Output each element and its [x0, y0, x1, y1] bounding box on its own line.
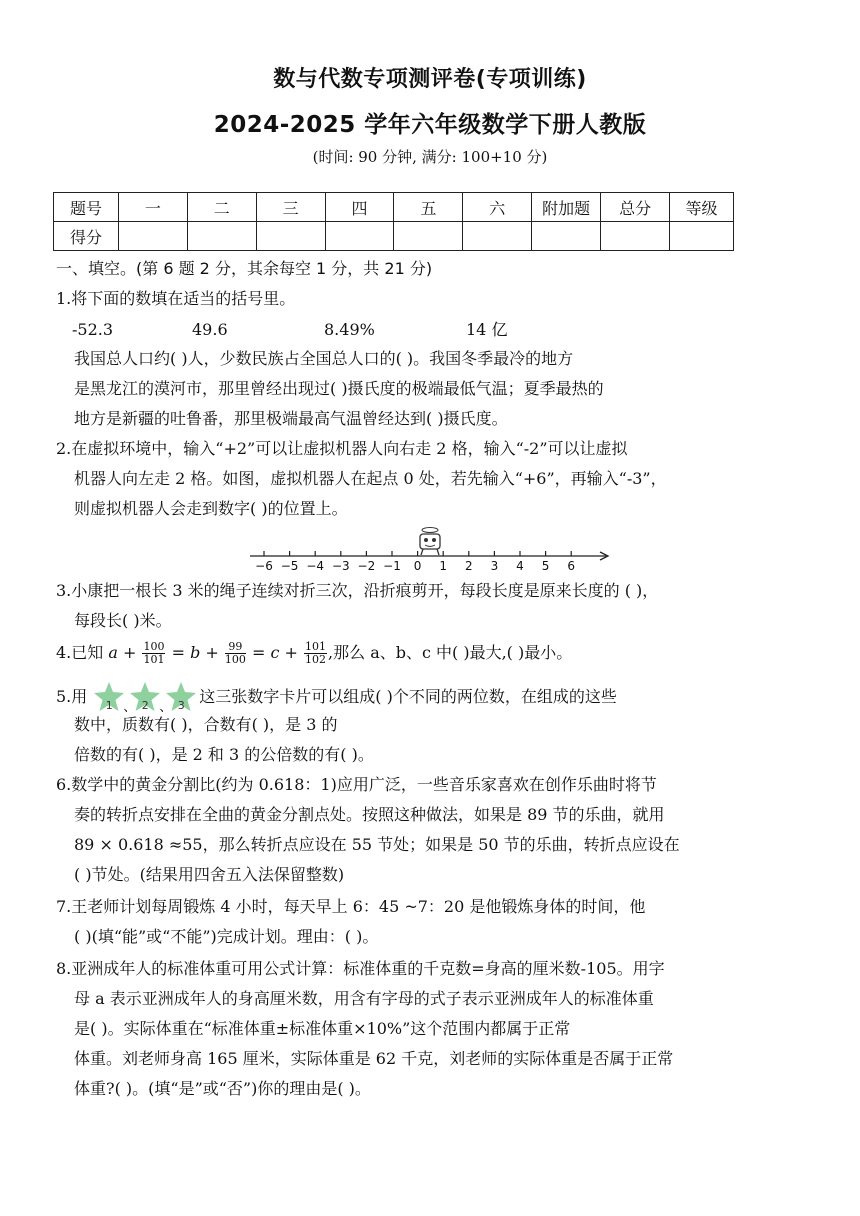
question-2-line: 机器人向左走 2 格。如图，虚拟机器人在起点 0 处，若先输入“+6”，再输入“-3”， [74, 469, 667, 488]
page-title: 数与代数专项测评卷(专项训练) [273, 67, 587, 92]
score-table-cell: 五 [394, 193, 463, 222]
question-8-line: 体重。刘老师身高 165 厘米，实际体重是 62 千克，刘老师的实际体重是否属于正常 [74, 1049, 674, 1068]
score-input-cell[interactable] [187, 222, 256, 251]
score-table-cell: 三 [256, 193, 325, 222]
question-5-text: 这三张数字卡片可以组成( )个不同的两位数，在组成的这些 [199, 687, 617, 706]
score-table-cell: 题号 [54, 193, 119, 222]
score-input-cell[interactable] [256, 222, 325, 251]
number-option: 49.6 [192, 320, 228, 339]
number-cards [87, 681, 199, 715]
equals-sign: = [246, 643, 271, 662]
question-8-line: 8.亚洲成年人的标准体重可用公式计算：标准体重的千克数=身高的厘米数-105。用字 [56, 959, 665, 978]
question-8-line: 母 a 表示亚洲成年人的身高厘米数，用含有字母的式子表示亚洲成年人的标准体重 [74, 989, 654, 1008]
number-line-label: 4 [516, 559, 524, 573]
card-separator: 、 [123, 699, 137, 715]
plus-sign: + [279, 643, 304, 662]
question-2-line: 则虚拟机器人会走到数字( )的位置上。 [74, 499, 348, 518]
fraction: $\frac{101}{102}$ [305, 640, 327, 666]
number-line-label: −3 [331, 559, 350, 573]
score-table-score-row [54, 222, 734, 251]
number-line-label: −5 [280, 559, 299, 573]
score-table-cell: 一 [118, 193, 187, 222]
number-line-label: 1 [439, 559, 448, 573]
score-table-header-row [54, 193, 734, 222]
score-input-cell[interactable] [394, 222, 463, 251]
question-5-prefix: 5.用 [56, 687, 88, 706]
number-option: 8.49% [324, 320, 375, 339]
number-line-label: 6 [567, 559, 576, 573]
score-table-cell: 附加题 [532, 193, 601, 222]
question-8-line: 体重?( )。(填“是”或“否”)你的理由是( )。 [74, 1079, 371, 1098]
number-line-label: 3 [490, 559, 499, 573]
question-2-line: 2.在虚拟环境中，输入“+2”可以让虚拟机器人向右走 2 格，输入“-2”可以让虚拟 [56, 439, 628, 458]
section-heading: 一、填空。(第 6 题 2 分，其余每空 1 分，共 21 分) [56, 259, 433, 278]
score-table-cell: 等级 [670, 193, 734, 222]
var-b: b [190, 643, 201, 662]
score-table-cell: 四 [325, 193, 394, 222]
number-line-label: 0 [413, 559, 422, 573]
question-4-prefix: 4.已知 [56, 643, 109, 662]
question-6-line [74, 834, 834, 856]
question-7-line: 7.王老师计划每周锻炼 4 小时，每天早上 6：45 ~7：20 是他锻炼身体的时间，他 [56, 897, 646, 916]
score-input-cell[interactable] [532, 222, 601, 251]
var-c: c [270, 643, 280, 662]
question-6-line: 6.数学中的黄金分割比(约为 0.618：1)应用广泛，一些音乐家喜欢在创作乐曲时将节 [56, 775, 657, 794]
question-5-line: 倍数的有( )，是 2 和 3 的公倍数的有( )。 [74, 745, 374, 764]
var-a: a [108, 643, 118, 662]
question-1-prompt: 1.将下面的数填在适当的括号里。 [56, 289, 296, 308]
math-expression: 89 × 0.618 [74, 835, 164, 854]
page-subtitle-year: 2024-2025 学年六年级数学下册人教版 [213, 112, 647, 138]
question-1-line: 地方是新疆的吐鲁番，那里极端最高气温曾经达到( )摄氏度。 [74, 409, 508, 428]
question-6-line: 奏的转折点安排在全曲的黄金分割点处。按照这种做法，如果是 89 节的乐曲，就用 [74, 805, 665, 824]
equals-sign: = [166, 643, 191, 662]
question-1-line: 我国总人口约( )人，少数民族占全国总人口的( )。我国冬季最冷的地方 [74, 349, 574, 368]
score-input-cell[interactable] [463, 222, 532, 251]
exam-info: (时间: 90 分钟, 满分: 100+10 分) [312, 148, 548, 166]
question-8-line: 是( )。实际体重在“标准体重±标准体重×10%”这个范围内都属于正常 [74, 1019, 571, 1038]
question-5-line [56, 680, 816, 715]
robot-icon [420, 528, 440, 556]
plus-sign: + [117, 643, 142, 662]
fraction: $\frac{100}{101}$ [143, 640, 165, 666]
question-4-line [56, 638, 816, 668]
number-option: 14 亿 [466, 320, 508, 339]
score-input-cell[interactable] [325, 222, 394, 251]
number-line-label: 2 [464, 559, 473, 573]
score-table-cell: 得分 [54, 222, 119, 251]
score-table-cell: 六 [463, 193, 532, 222]
question-4-suffix: ,那么 a、b、c 中( )最大,( )最小。 [328, 643, 573, 662]
score-table [53, 192, 734, 251]
score-input-cell[interactable] [601, 222, 670, 251]
score-input-cell[interactable] [118, 222, 187, 251]
score-table-cell: 二 [187, 193, 256, 222]
score-table-cell: 总分 [601, 193, 670, 222]
plus-sign: + [200, 643, 224, 662]
question-3-line: 每段长( )米。 [74, 611, 172, 630]
card-separator: 、 [159, 699, 173, 715]
number-option: -52.3 [72, 320, 114, 339]
star-card-icon: 1 [93, 681, 125, 713]
number-line-label: −4 [306, 559, 325, 573]
question-1-line: 是黑龙江的漠河市，那里曾经出现过( )摄氏度的极端最低气温；夏季最热的 [74, 379, 604, 398]
number-line-label: 5 [541, 559, 550, 573]
number-line-label: −2 [357, 559, 376, 573]
fraction: $\frac{99}{100}$ [224, 640, 246, 666]
question-3-line: 3.小康把一根长 3 米的绳子连续对折三次，沿折痕剪开，每段长度是原来长度的 ( )， [56, 581, 659, 600]
number-line-label: −1 [383, 559, 401, 573]
score-input-cell[interactable] [670, 222, 734, 251]
number-line-figure [250, 526, 610, 574]
star-card-icon: 2 [129, 681, 161, 713]
question-5-line: 数中，质数有( )，合数有( )，是 3 的 [74, 715, 338, 734]
star-card-icon: 3 [165, 681, 197, 713]
question-6-text: ≈55，那么转折点应设在 55 节处；如果是 50 节的乐曲，转折点应设在 [163, 835, 680, 854]
question-7-line: ( )(填“能”或“不能”)完成计划。理由：( )。 [74, 927, 379, 946]
number-line-label: −6 [255, 559, 273, 573]
question-6-line: ( )节处。(结果用四舍五入法保留整数) [74, 865, 345, 884]
